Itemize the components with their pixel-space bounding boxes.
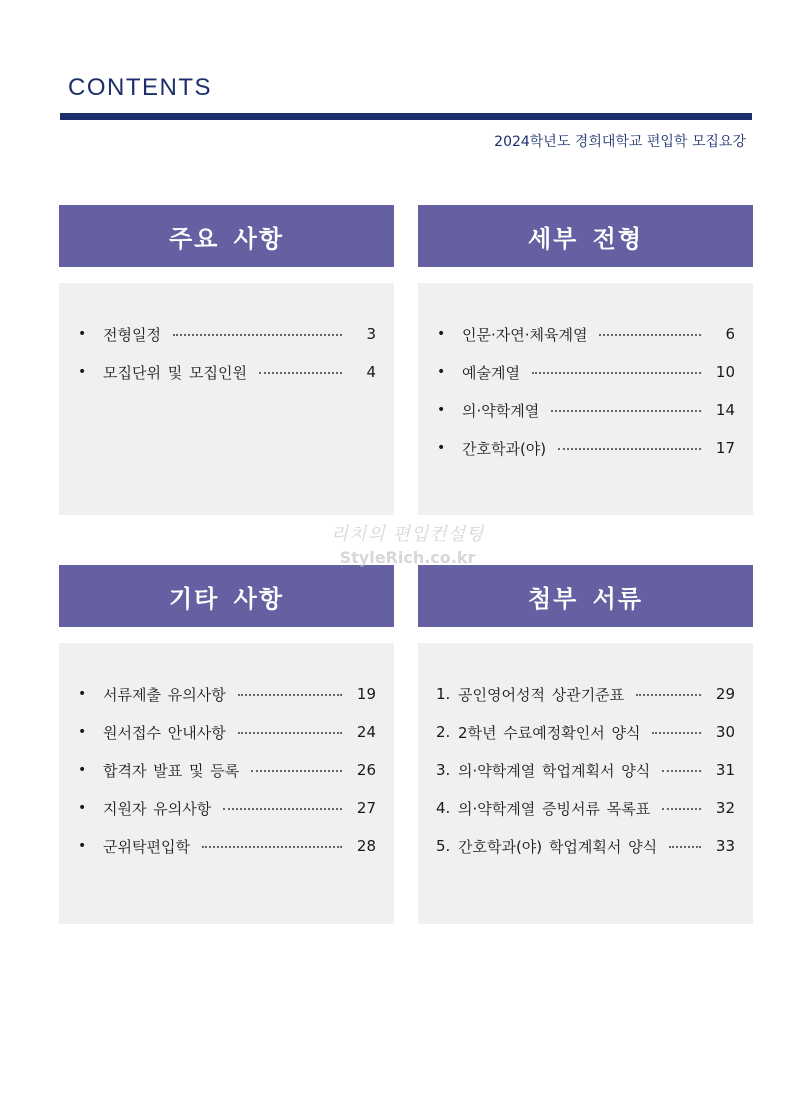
dot-leader [238,694,342,696]
dot-leader [669,846,701,848]
watermark-text: 리치의 편입컨설팅 [330,524,485,545]
toc-item-number: 1. [436,685,451,703]
section-list [59,643,394,924]
dot-leader [636,694,701,696]
dot-leader [238,732,342,734]
toc-item-label: 2학년 수료예정확인서 양식 [458,723,641,742]
toc-item[interactable] [436,675,735,713]
toc-item-label: 지원자 유의사항 [103,799,212,818]
toc-item-page: 26 [356,761,376,779]
toc-item[interactable] [436,315,735,353]
watermark-url: StyleRich.co.kr [339,548,476,567]
section-heading: 세부 전형 [418,205,753,267]
toc-item[interactable] [77,751,376,789]
dot-leader [251,770,342,772]
toc-item-page: 3 [366,325,376,343]
toc-item-label: 원서접수 안내사항 [103,723,226,742]
toc-item[interactable] [77,675,376,713]
dot-leader [532,372,701,374]
bullet-icon: • [78,838,87,854]
toc-item-label: 서류제출 유의사항 [103,685,226,704]
toc-item-page: 32 [715,799,735,817]
bullet-icon: • [78,686,87,702]
toc-item[interactable] [436,789,735,827]
toc-item[interactable] [436,391,735,429]
toc-item-page: 14 [715,401,735,419]
toc-item-page: 33 [715,837,735,855]
bullet-icon: • [437,440,446,456]
toc-item-page: 27 [356,799,376,817]
dot-leader [202,846,342,848]
bullet-icon: • [78,364,87,380]
section-heading: 첨부 서류 [418,565,753,627]
document-subtitle: 2024학년도 경희대학교 편입학 모집요강 [494,134,746,150]
bullet-icon: • [437,402,446,418]
toc-item-number: 4. [436,799,451,817]
toc-item-page: 17 [715,439,735,457]
page-title: CONTENTS [68,74,212,101]
section-other-items [59,565,394,924]
toc-item[interactable] [77,353,376,391]
toc-item-label: 공인영어성적 상관기준표 [458,685,625,704]
dot-leader [662,808,701,810]
toc-item-page: 10 [715,363,735,381]
toc-item-label: 의·약학계열 증빙서류 목록표 [458,799,651,818]
toc-item-label: 의·약학계열 [462,401,540,420]
toc-item-page: 6 [725,325,735,343]
title-divider [60,113,752,120]
toc-item-page: 30 [715,723,735,741]
toc-item[interactable] [77,713,376,751]
dot-leader [662,770,701,772]
toc-item-page: 24 [356,723,376,741]
dot-leader [652,732,701,734]
section-attached-documents [418,565,753,924]
toc-item-number: 3. [436,761,451,779]
toc-item-page: 19 [356,685,376,703]
toc-item[interactable] [436,751,735,789]
toc-item-page: 29 [715,685,735,703]
dot-leader [551,410,701,412]
bullet-icon: • [78,762,87,778]
toc-item-label: 예술계열 [462,363,520,382]
toc-item[interactable] [436,353,735,391]
section-major-items [59,205,394,515]
toc-item-number: 5. [436,837,451,855]
toc-item-number: 2. [436,723,451,741]
toc-item-label: 합격자 발표 및 등록 [103,761,240,780]
section-list [418,283,753,515]
toc-item-page: 4 [366,363,376,381]
section-list [59,283,394,515]
section-list [418,643,753,924]
section-heading: 기타 사항 [59,565,394,627]
toc-item-page: 28 [356,837,376,855]
toc-item-label: 군위탁편입학 [103,837,190,856]
toc-item[interactable] [436,429,735,467]
toc-item-page: 31 [715,761,735,779]
toc-item[interactable] [77,789,376,827]
watermark [325,520,490,567]
toc-item-label: 간호학과(야) [462,439,547,458]
toc-item[interactable] [77,827,376,865]
bullet-icon: • [437,326,446,342]
bullet-icon: • [78,326,87,342]
toc-item[interactable] [436,827,735,865]
toc-item-label: 모집단위 및 모집인원 [103,363,247,382]
dot-leader [558,448,701,450]
toc-item[interactable] [436,713,735,751]
bullet-icon: • [437,364,446,380]
toc-item-label: 의·약학계열 학업계획서 양식 [458,761,651,780]
section-heading: 주요 사항 [59,205,394,267]
dot-leader [259,372,342,374]
toc-item[interactable] [77,315,376,353]
bullet-icon: • [78,800,87,816]
toc-item-label: 전형일정 [103,325,161,344]
bullet-icon: • [78,724,87,740]
dot-leader [223,808,342,810]
dot-leader [599,334,701,336]
toc-item-label: 간호학과(야) 학업계획서 양식 [458,837,658,856]
section-detailed-admission [418,205,753,515]
dot-leader [173,334,342,336]
toc-item-label: 인문·자연·체육계열 [462,325,588,344]
